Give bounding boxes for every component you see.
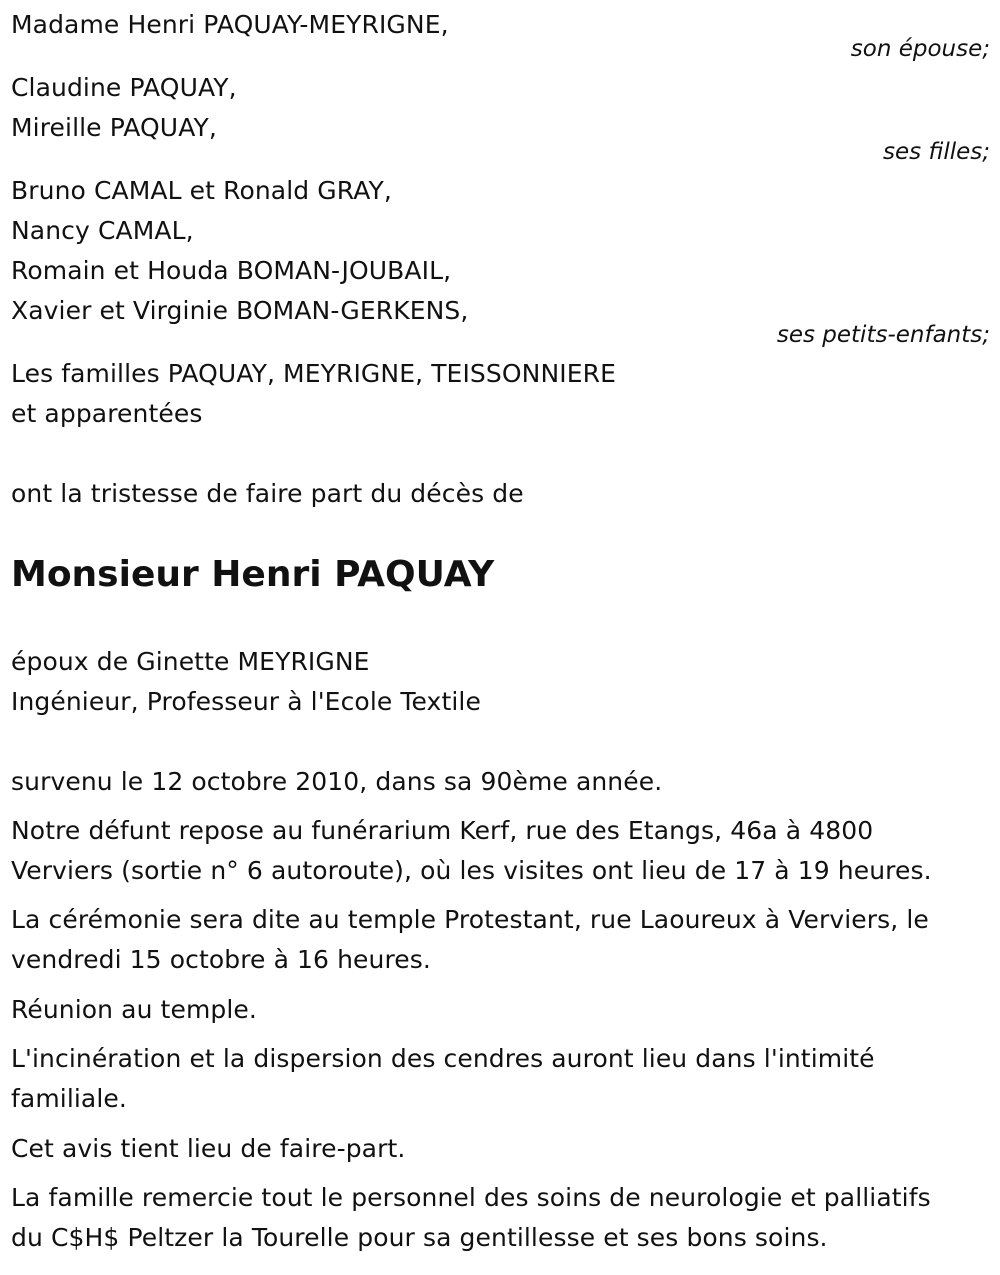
paragraph-line: Cet avis tient lieu de faire-part. xyxy=(11,1134,406,1163)
paragraph-line: vendredi 15 octobre à 16 heures. xyxy=(11,945,431,974)
spouse-role: son épouse; xyxy=(850,36,990,62)
paragraph-line: Notre défunt repose au funérarium Kerf, rue des Etangs, 46a à 4800 xyxy=(11,816,874,845)
paragraph-line: La famille remercie tout le personnel des soins de neurologie et palliatifs xyxy=(11,1183,931,1212)
deceased-name: Monsieur Henri PAQUAY xyxy=(11,554,495,595)
grandchild-name: Xavier et Virginie BOMAN-GERKENS, xyxy=(11,296,469,325)
deceased-detail: Ingénieur, Professeur à l'Ecole Textile xyxy=(11,687,481,716)
paragraph-line: L'incinération et la dispersion des cendres auront lieu dans l'intimité xyxy=(11,1044,875,1073)
paragraph-line: Verviers (sortie n° 6 autoroute), où les visites ont lieu de 17 à 19 heures. xyxy=(11,856,932,885)
grandchild-name: Romain et Houda BOMAN-JOUBAIL, xyxy=(11,256,452,285)
grandchildren-role: ses petits-enfants; xyxy=(776,322,990,348)
daughter-name: Mireille PAQUAY, xyxy=(11,113,217,142)
paragraph-line: familiale. xyxy=(11,1084,127,1113)
grandchild-name: Nancy CAMAL, xyxy=(11,216,194,245)
paragraph-line: La cérémonie sera dite au temple Protestant, rue Laoureux à Verviers, le xyxy=(11,905,929,934)
paragraph-line: du C$H$ Peltzer la Tourelle pour sa gentillesse et ses bons soins. xyxy=(11,1223,828,1252)
families-line: et apparentées xyxy=(11,399,203,428)
announcement-text: ont la tristesse de faire part du décès de xyxy=(11,479,524,508)
paragraph-line: Réunion au temple. xyxy=(11,995,257,1024)
grandchild-name: Bruno CAMAL et Ronald GRAY, xyxy=(11,176,392,205)
daughters-role: ses filles; xyxy=(883,139,990,165)
deceased-detail: époux de Ginette MEYRIGNE xyxy=(11,647,370,676)
families-line: Les familles PAQUAY, MEYRIGNE, TEISSONNIERE xyxy=(11,359,616,388)
daughter-name: Claudine PAQUAY, xyxy=(11,73,237,102)
spouse-name: Madame Henri PAQUAY-MEYRIGNE, xyxy=(11,10,449,39)
paragraph-line: survenu le 12 octobre 2010, dans sa 90ème année. xyxy=(11,767,663,796)
